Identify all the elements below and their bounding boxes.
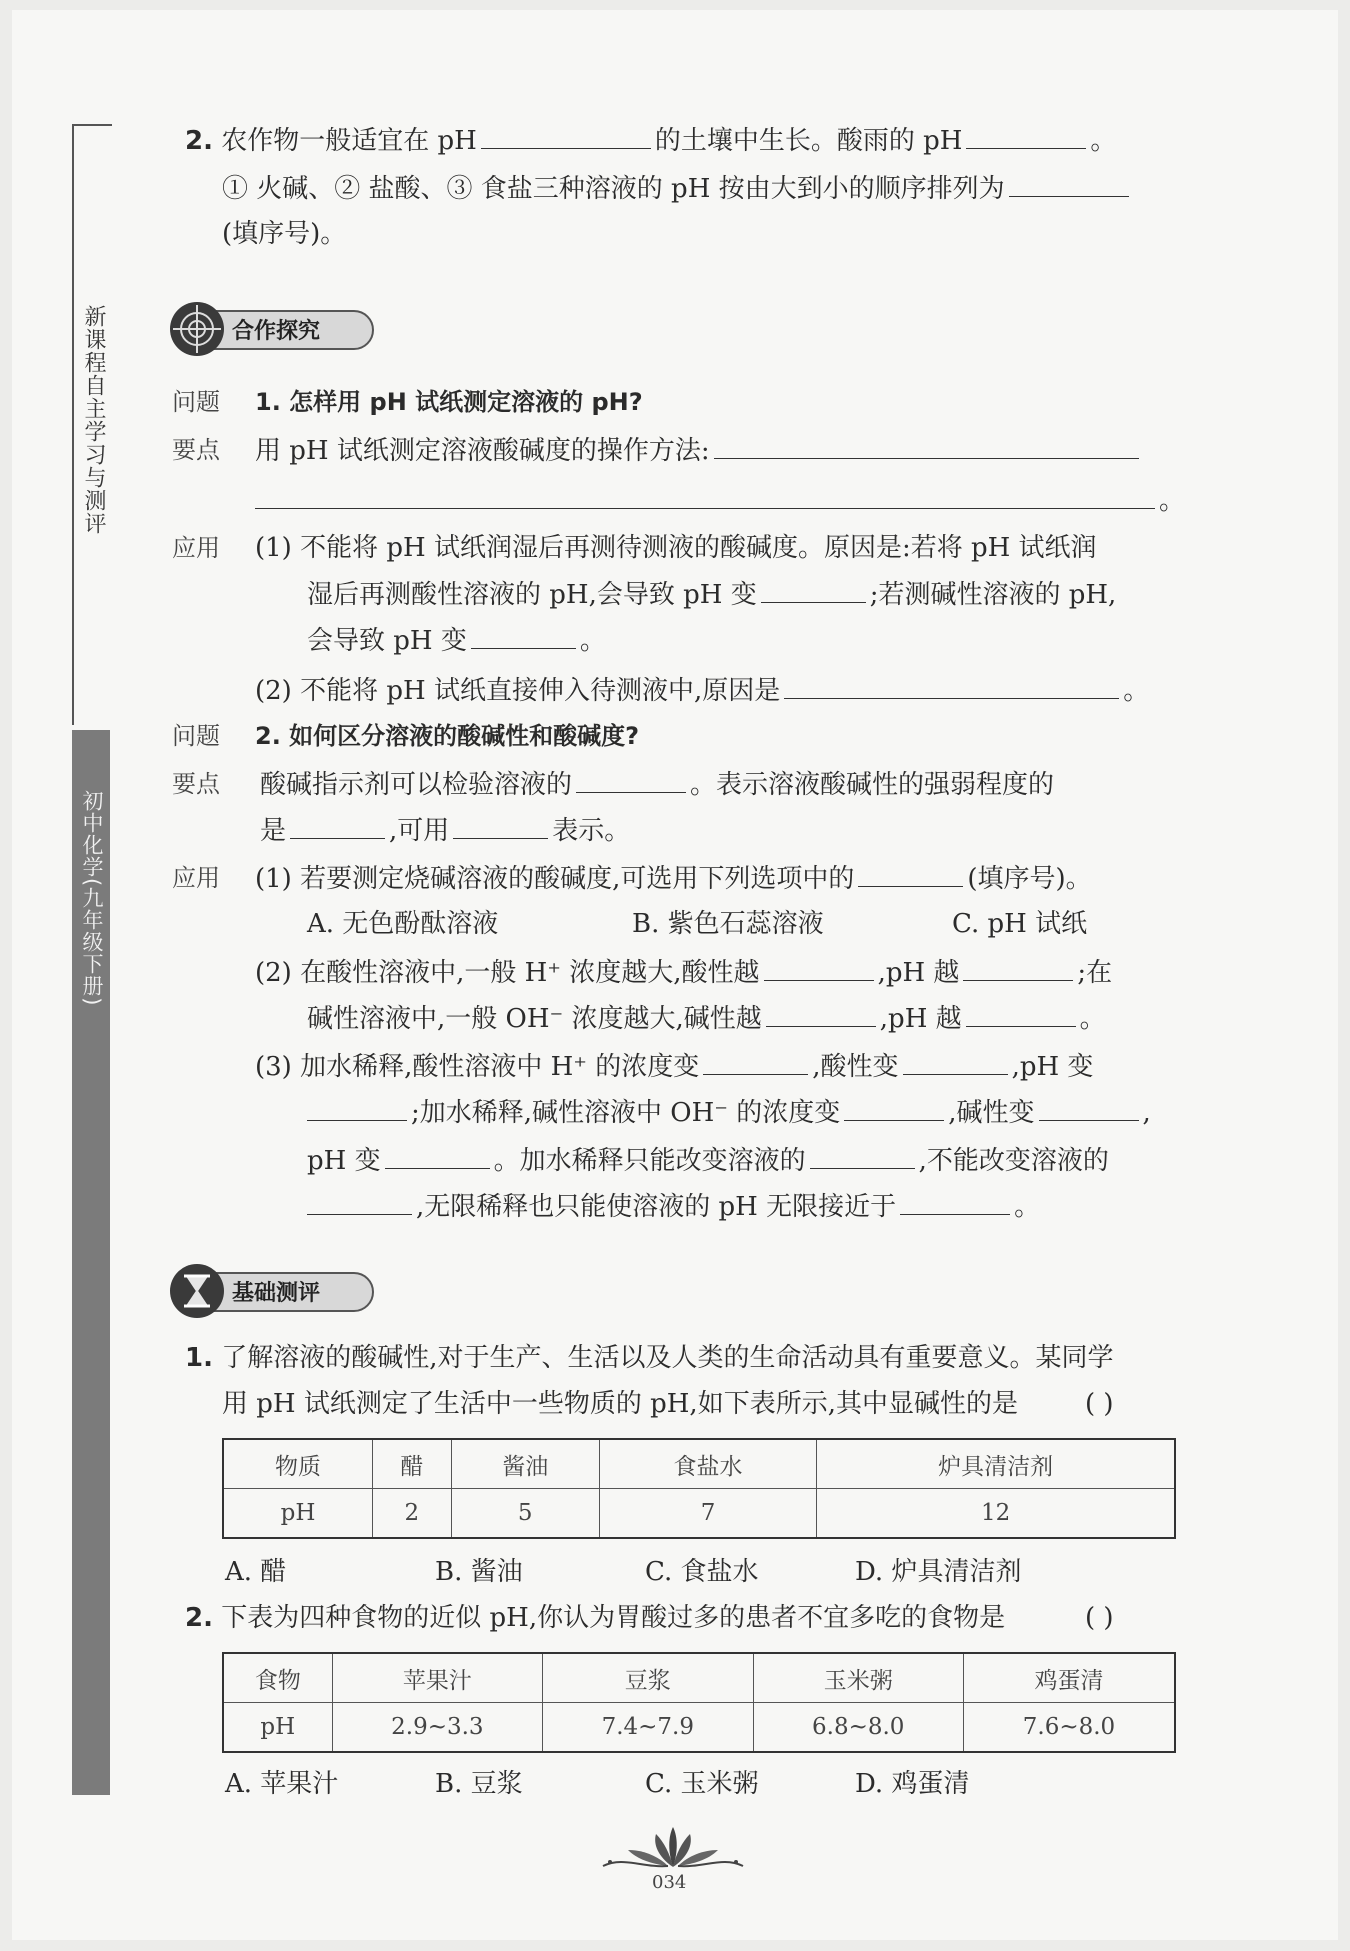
application-label: 应用	[172, 534, 220, 562]
answer-blank[interactable]	[385, 1142, 490, 1169]
answer-blank[interactable]	[900, 1188, 1010, 1215]
problem1-title: 1. 怎样用 pH 试纸测定溶液的 pH?	[255, 388, 643, 416]
problem1-app1-line2: 湿后再测酸性溶液的 pH,会导致 pH 变 ;若测碱性溶液的 pH,	[307, 576, 1116, 613]
answer-blank[interactable]	[307, 1188, 412, 1215]
table-cell: pH	[223, 1703, 332, 1753]
key-point-label: 要点	[172, 436, 220, 464]
test2-option-d: D. 鸡蛋清	[855, 1769, 970, 1799]
q2-line1: 2. 农作物一般适宜在 pH 的土壤中生长。酸雨的 pH 。	[185, 122, 1116, 159]
q2-line3: (填序号)。	[222, 219, 347, 249]
table-row	[223, 1489, 1175, 1539]
table-row	[223, 1703, 1175, 1753]
answer-blank[interactable]	[1039, 1094, 1139, 1121]
problem2-app3-line1: (3) 加水稀释,酸性溶液中 H⁺ 的浓度变 ,酸性变 ,pH 变	[255, 1048, 1093, 1085]
q2-line2: ① 火碱、② 盐酸、③ 食盐三种溶液的 pH 按由大到小的顺序排列为	[222, 170, 1133, 207]
answer-blank[interactable]	[766, 1000, 876, 1027]
problem2-app1: (1) 若要测定烧碱溶液的酸碱度,可选用下列选项中的 (填序号)。	[255, 860, 1092, 897]
table-header-row	[223, 1653, 1175, 1703]
problem1-app2: (2) 不能将 pH 试纸直接伸入待测液中,原因是 。	[255, 672, 1149, 709]
answer-blank[interactable]	[966, 1000, 1076, 1027]
table-cell: 玉米粥	[753, 1653, 963, 1703]
answer-parentheses[interactable]: ( )	[1085, 1603, 1114, 1633]
option-a: A. 无色酚酞溶液	[307, 909, 499, 939]
answer-blank[interactable]	[764, 954, 874, 981]
answer-blank[interactable]	[255, 482, 1155, 509]
target-icon	[170, 302, 224, 356]
table-cell: 醋	[373, 1439, 452, 1489]
table-cell: 苹果汁	[332, 1653, 542, 1703]
table-cell: 5	[451, 1489, 599, 1539]
test1-option-a: A. 醋	[225, 1557, 287, 1587]
test1-option-d: D. 炉具清洁剂	[855, 1557, 1022, 1587]
problem2-key-line1: 酸碱指示剂可以检验溶液的 。表示溶液酸碱性的强弱程度的	[260, 766, 1054, 803]
key-point-label: 要点	[172, 770, 220, 798]
section-header-cooperative	[170, 302, 370, 346]
test2-option-a: A. 苹果汁	[225, 1769, 339, 1799]
hourglass-icon	[170, 1264, 224, 1318]
answer-blank[interactable]	[903, 1048, 1008, 1075]
test1-line1: 1. 了解溶液的酸碱性,对于生产、生活以及人类的生命活动具有重要意义。某同学	[185, 1343, 1114, 1373]
table-cell: 鸡蛋清	[963, 1653, 1175, 1703]
answer-blank[interactable]	[784, 672, 1119, 699]
table-cell: 酱油	[451, 1439, 599, 1489]
table-cell: 7.4~7.9	[543, 1703, 753, 1753]
table-cell: 食盐水	[599, 1439, 817, 1489]
test2-line1: 2. 下表为四种食物的近似 pH,你认为胃酸过多的患者不宜多吃的食物是	[185, 1603, 1006, 1633]
test1-option-c: C. 食盐水	[645, 1557, 759, 1587]
problem-label: 问题	[172, 388, 220, 416]
problem2-app2-line1: (2) 在酸性溶液中,一般 H⁺ 浓度越大,酸性越 ,pH 越 ;在	[255, 954, 1112, 991]
table-cell: 7.6~8.0	[963, 1703, 1175, 1753]
test2-table	[222, 1652, 1176, 1753]
problem2-app2-line2: 碱性溶液中,一般 OH⁻ 浓度越大,碱性越 ,pH 越 。	[307, 1000, 1106, 1037]
answer-blank[interactable]	[1009, 170, 1129, 197]
sidebar-rule	[72, 124, 112, 126]
sidebar-line	[72, 125, 74, 725]
test1-option-b: B. 酱油	[435, 1557, 523, 1587]
problem1-key-line2: 。	[255, 482, 1185, 519]
table-cell: 6.8~8.0	[753, 1703, 963, 1753]
answer-blank[interactable]	[453, 812, 548, 839]
answer-blank[interactable]	[471, 622, 576, 649]
problem2-app3-line2: ;加水稀释,碱性溶液中 OH⁻ 的浓度变 ,碱性变 ,	[307, 1094, 1151, 1131]
sidebar-series-title: 新课程自主学习与测评	[81, 305, 106, 535]
answer-blank[interactable]	[761, 576, 866, 603]
table-cell: 炉具清洁剂	[817, 1439, 1175, 1489]
table-cell: 7	[599, 1489, 817, 1539]
problem1-key: 用 pH 试纸测定溶液酸碱度的操作方法:	[255, 432, 1143, 469]
option-c: C. pH 试纸	[952, 909, 1088, 939]
answer-blank[interactable]	[966, 122, 1086, 149]
answer-blank[interactable]	[714, 432, 1139, 459]
sidebar-book-title: 初中化学(九年级下册)	[80, 790, 104, 1007]
problem1-app1-line1: (1) 不能将 pH 试纸润湿后再测待测液的酸碱度。原因是:若将 pH 试纸润	[255, 533, 1097, 563]
answer-blank[interactable]	[844, 1094, 944, 1121]
test1-line2: 用 pH 试纸测定了生活中一些物质的 pH,如下表所示,其中显碱性的是	[222, 1389, 1018, 1419]
table-cell: 物质	[223, 1439, 373, 1489]
table-header-row	[223, 1439, 1175, 1489]
answer-blank[interactable]	[703, 1048, 808, 1075]
answer-blank[interactable]	[290, 812, 385, 839]
section-title: 基础测评	[232, 1281, 321, 1306]
section-header-basic-test	[170, 1264, 370, 1308]
table-cell: pH	[223, 1489, 373, 1539]
table-cell: 2	[373, 1489, 452, 1539]
problem2-title: 2. 如何区分溶液的酸碱性和酸碱度?	[255, 722, 640, 750]
section-title: 合作探究	[232, 319, 321, 344]
table-cell: 食物	[223, 1653, 332, 1703]
table-cell: 2.9~3.3	[332, 1703, 542, 1753]
answer-blank[interactable]	[810, 1142, 915, 1169]
table-cell: 豆浆	[543, 1653, 753, 1703]
table-cell: 12	[817, 1489, 1175, 1539]
answer-blank[interactable]	[307, 1094, 407, 1121]
problem1-app1-line3: 会导致 pH 变 。	[307, 622, 606, 659]
answer-parentheses[interactable]: ( )	[1085, 1389, 1114, 1419]
problem2-app3-line3: pH 变 。加水稀释只能改变溶液的 ,不能改变溶液的	[307, 1142, 1109, 1179]
answer-blank[interactable]	[481, 122, 651, 149]
problem2-app3-line4: ,无限稀释也只能使溶液的 pH 无限接近于 。	[307, 1188, 1040, 1225]
answer-blank[interactable]	[576, 766, 686, 793]
test2-option-b: B. 豆浆	[435, 1769, 523, 1799]
answer-blank[interactable]	[858, 860, 963, 887]
answer-blank[interactable]	[963, 954, 1073, 981]
floral-ornament-icon	[598, 1822, 748, 1872]
problem-label: 问题	[172, 722, 220, 750]
test1-table	[222, 1438, 1176, 1539]
problem2-key-line2: 是 ,可用 表示。	[260, 812, 630, 849]
test2-option-c: C. 玉米粥	[645, 1769, 759, 1799]
application-label: 应用	[172, 864, 220, 892]
option-b: B. 紫色石蕊溶液	[632, 909, 824, 939]
page-number: 034	[652, 1872, 687, 1893]
